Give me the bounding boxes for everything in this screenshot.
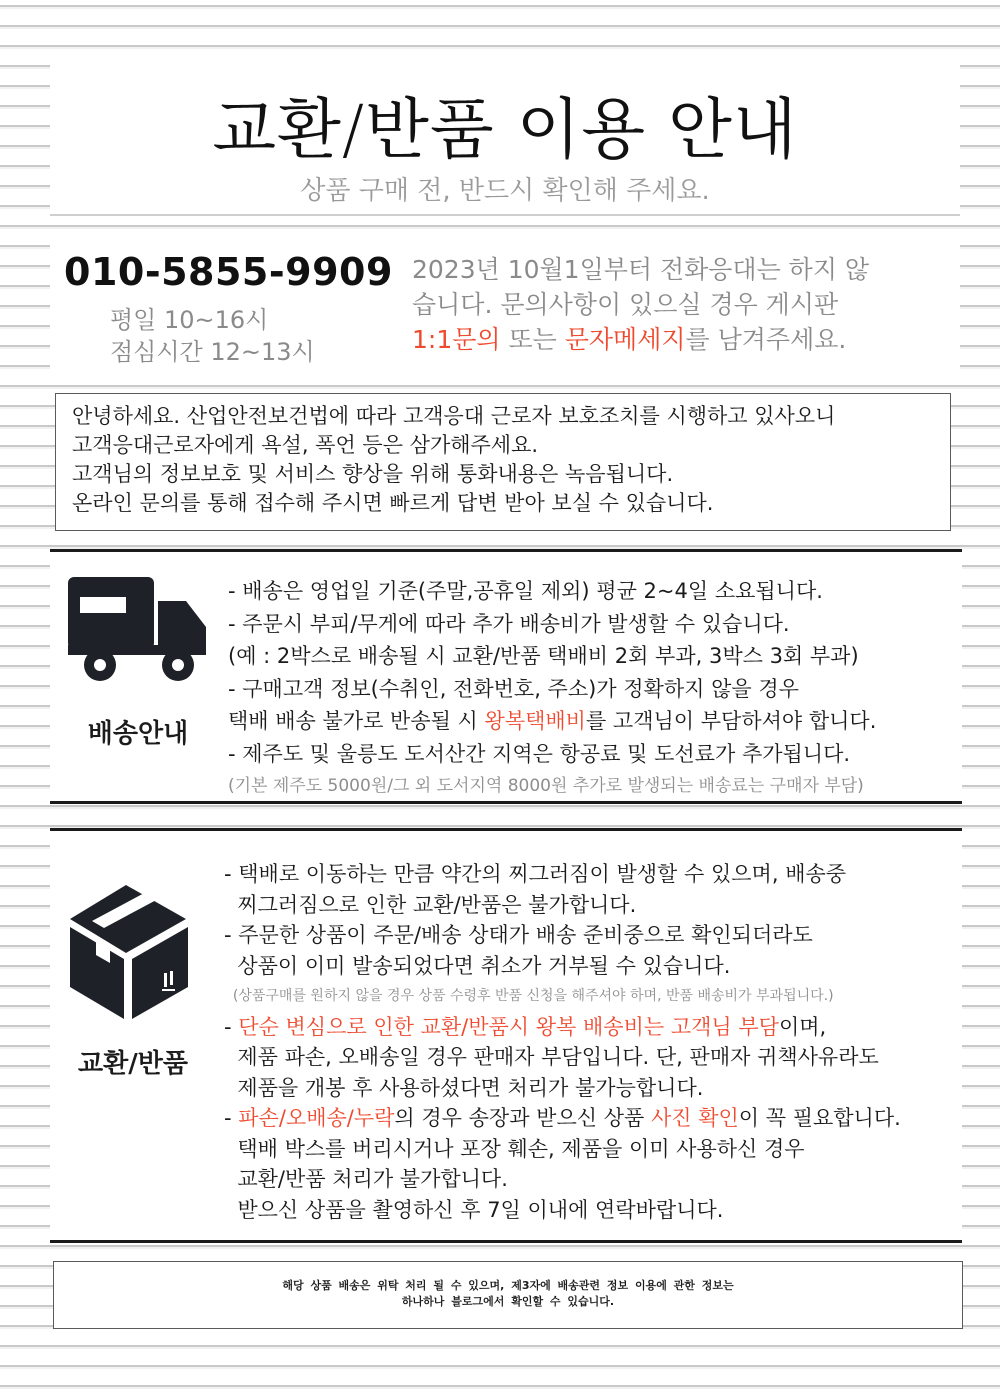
exchange-heading: 교환/반품	[78, 1049, 188, 1079]
delivery-line: - 제주도 및 울릉도 도서산간 지역은 항공료 및 도선료가 추가됩니다.	[228, 741, 851, 766]
exchange-section	[50, 831, 962, 1241]
notice-text: 를 남겨주세요.	[685, 325, 847, 354]
section-divider	[50, 549, 962, 552]
delivery-line: - 배송은 영업일 기준(주말,공휴일 제외) 평균 2~4일 소요됩니다.	[228, 579, 823, 603]
notice-highlight-inquiry: 1:1문의	[412, 325, 501, 354]
legal-line: 안녕하세요. 산업안전보건법에 따라 고객응대 근로자 보호조치를 시행하고 있사오니	[72, 404, 836, 428]
legal-notice-box	[55, 393, 951, 531]
exchange-line: 택배 박스를 버리시거나 포장 훼손, 제품을 이미 사용하신 경우	[224, 1136, 805, 1161]
notice-line	[412, 322, 952, 357]
bullet-dash: -	[224, 1014, 239, 1039]
header	[50, 58, 960, 216]
exchange-line: 제품 파손, 오배송일 경우 판매자 부담입니다. 단, 판매자 귀책사유라도	[224, 1045, 879, 1069]
delivery-line: - 주문시 부피/무게에 따라 추가 배송비가 발생할 수 있습니다.	[228, 611, 790, 636]
delivery-text-part: 를 고객님이 부담하셔야 합니다.	[585, 709, 877, 733]
round-trip-fee-highlight: 왕복택배비	[484, 709, 586, 733]
footer-line: 하나하나 블로그에서 확인할 수 있습니다.	[401, 1295, 615, 1308]
exchange-footnote: (상품구매를 원하지 않을 경우 상품 수령후 반품 신청을 해주셔야 하며, 반품 배송비가 부과됩니다.)	[224, 988, 834, 1004]
exchange-text-part: 이 꼭 필요합니다.	[738, 1106, 901, 1130]
exchange-line: 상품이 이미 발송되었다면 취소가 거부될 수 있습니다.	[224, 953, 731, 978]
notice-text: 또는	[500, 325, 565, 354]
phone-number: 010-5855-9909	[64, 250, 393, 294]
delivery-text-part: 택배 배송 불가로 반송될 시	[228, 709, 485, 733]
exchange-text	[224, 859, 901, 1225]
page-subtitle: 상품 구매 전, 반드시 확인해 주세요.	[300, 176, 710, 206]
bullet-dash: -	[224, 1106, 239, 1130]
exchange-line: 제품을 개봉 후 사용하셨다면 처리가 불가능합니다.	[224, 1075, 704, 1100]
legal-line: 고객님의 정보보호 및 서비스 향상을 위해 통화내용은 녹음됩니다.	[72, 462, 674, 486]
exchange-line: - 주문한 상품이 주문/배송 상태가 배송 준비중으로 확인되더라도	[224, 923, 813, 947]
delivery-text	[228, 575, 876, 803]
exchange-line: 찌그러짐으로 인한 교환/반품은 불가합니다.	[224, 892, 637, 917]
header-divider	[50, 214, 960, 216]
exchange-line: 받으신 상품을 촬영하신 후 7일 이내에 연락바랍니다.	[224, 1197, 724, 1222]
delivery-section	[50, 553, 962, 801]
damage-highlight: 파손/오배송/누락	[238, 1106, 395, 1130]
exchange-text-part: 의 경우 송장과 받으신 상품	[394, 1106, 651, 1130]
footer-notice-box	[53, 1261, 963, 1329]
lunch-hours: 점심시간 12~13시	[110, 338, 315, 366]
notice-line: 습니다. 문의사항이 있으실 경우 게시판	[412, 290, 839, 319]
exchange-line: 교환/반품 처리가 불가합니다.	[224, 1167, 508, 1191]
notice-highlight-sms: 문자메세지	[564, 325, 686, 354]
phone-notice	[412, 252, 952, 357]
footer-line: 해당 상품 배송은 위탁 처리 될 수 있으며, 제3자에 배송관련 정보 이용에 관한 정보는	[282, 1279, 734, 1292]
photo-check-highlight: 사진 확인	[650, 1106, 739, 1130]
delivery-line: (예 : 2박스로 배송될 시 교환/반품 택배비 2회 부과, 3박스 3회 부과)	[228, 644, 859, 668]
delivery-line: - 구매고객 정보(수취인, 전화번호, 주소)가 정확하지 않을 경우	[228, 676, 799, 701]
truck-icon	[68, 575, 208, 685]
section-divider	[50, 1240, 962, 1243]
box-icon	[66, 881, 194, 1021]
contact-section	[50, 238, 960, 380]
section-divider	[50, 801, 962, 804]
exchange-line	[224, 1012, 901, 1043]
exchange-line: - 택배로 이동하는 만큼 약간의 찌그러짐이 발생할 수 있으며, 배송중	[224, 862, 847, 886]
legal-line: 고객응대근로자에게 욕설, 폭언 등은 삼가해주세요.	[72, 433, 539, 457]
delivery-footnote: (기본 제주도 5000원/그 외 도서지역 8000원 추가로 발생되는 배송료는 구매자 부담)	[228, 776, 864, 796]
exchange-text-part: 이며,	[778, 1014, 827, 1039]
page-title: 교환/반품 이용 안내	[212, 91, 798, 168]
weekday-hours: 평일 10~16시	[110, 306, 269, 334]
exchange-line	[224, 1103, 901, 1134]
notice-line: 2023년 10월1일부터 전화응대는 하지 않	[412, 255, 870, 284]
delivery-line	[228, 705, 876, 738]
delivery-heading: 배송안내	[87, 719, 189, 749]
change-of-mind-highlight: 단순 변심으로 인한 교환/반품시 왕복 배송비는 고객님 부담	[238, 1014, 779, 1039]
business-hours	[110, 304, 315, 368]
legal-line: 온라인 문의를 통해 접수해 주시면 빠르게 답변 받아 보실 수 있습니다.	[72, 491, 714, 515]
